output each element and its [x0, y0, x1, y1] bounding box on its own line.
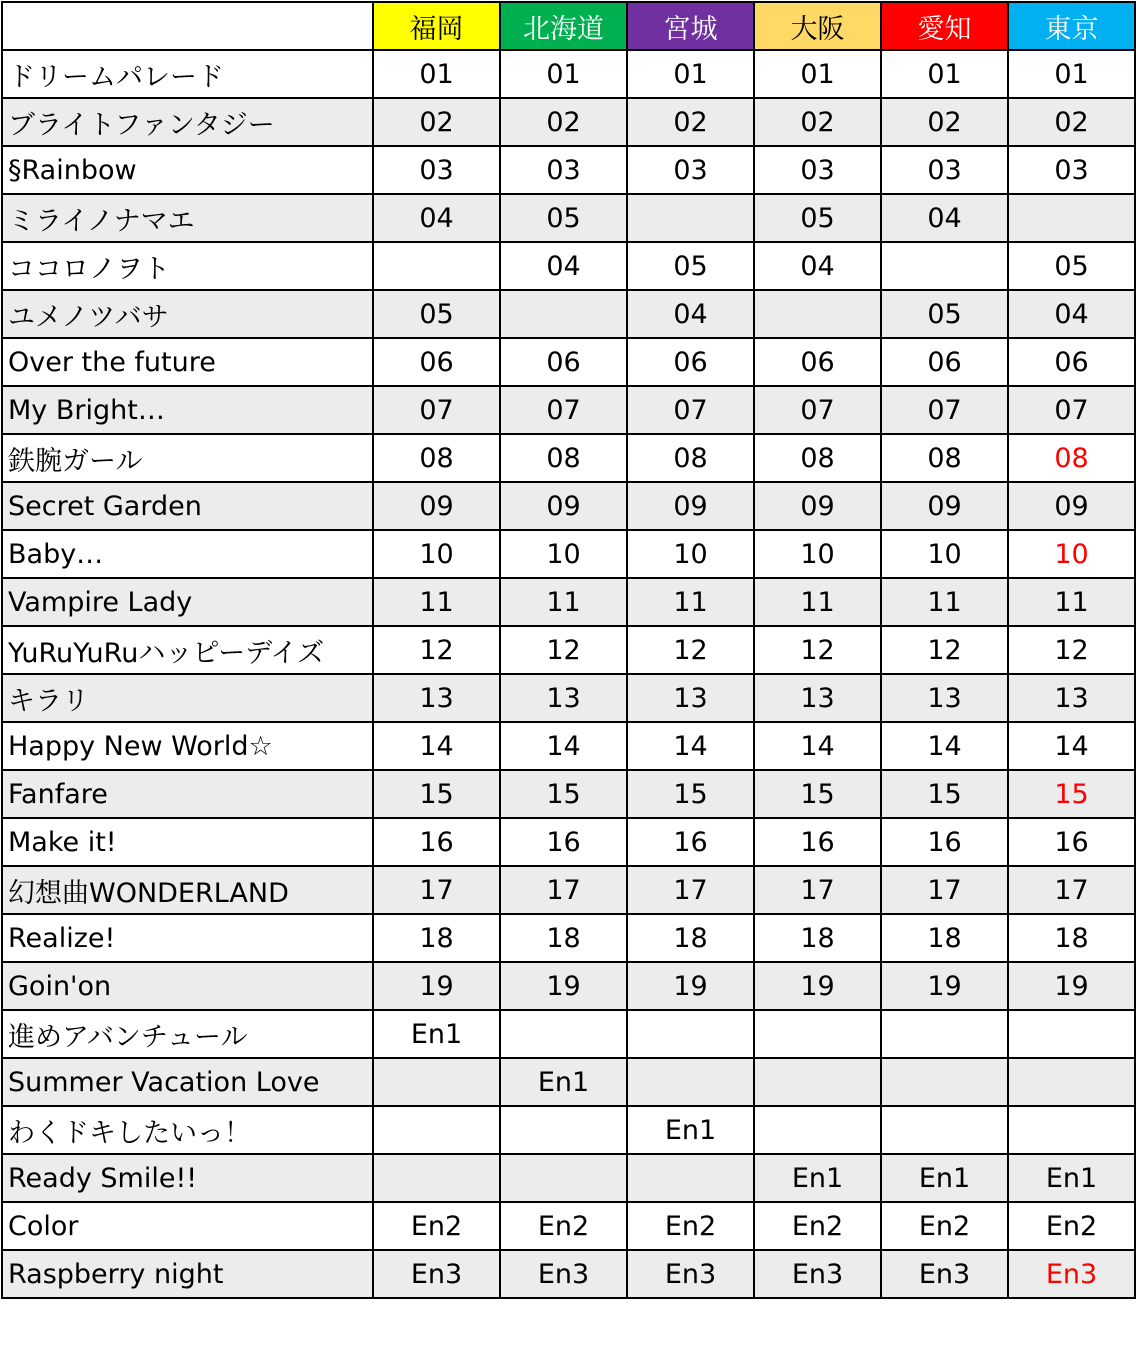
order-cell: 08	[373, 434, 500, 482]
order-cell: 03	[627, 146, 754, 194]
song-title-cell: わくドキしたいっ！	[2, 1106, 373, 1154]
table-row	[2, 1106, 1135, 1154]
order-cell: 17	[500, 866, 627, 914]
table-row	[2, 722, 1135, 770]
order-cell: 05	[373, 290, 500, 338]
order-cell: 03	[500, 146, 627, 194]
order-cell: 18	[754, 914, 881, 962]
order-cell: En1	[373, 1010, 500, 1058]
order-cell: 04	[627, 290, 754, 338]
order-cell: En3	[627, 1250, 754, 1298]
song-title-cell: キラリ	[2, 674, 373, 722]
city-header-miyagi: 宮城	[627, 2, 754, 50]
order-cell: 18	[627, 914, 754, 962]
song-title-cell: YuRuYuRuハッピーデイズ	[2, 626, 373, 674]
order-cell: En2	[881, 1202, 1008, 1250]
table-row	[2, 1058, 1135, 1106]
order-cell	[1008, 194, 1135, 242]
order-cell	[373, 1154, 500, 1202]
order-cell: 06	[627, 338, 754, 386]
song-title-cell: Realize!	[2, 914, 373, 962]
order-cell: 18	[881, 914, 1008, 962]
order-cell: 09	[373, 482, 500, 530]
order-cell	[373, 1106, 500, 1154]
table-row	[2, 914, 1135, 962]
order-cell: 14	[500, 722, 627, 770]
order-cell: 08	[1008, 434, 1135, 482]
table-row	[2, 50, 1135, 98]
order-cell: 10	[1008, 530, 1135, 578]
order-cell: 05	[627, 242, 754, 290]
song-title-cell: ミライノナマエ	[2, 194, 373, 242]
order-cell: 01	[373, 50, 500, 98]
order-cell: 05	[881, 290, 1008, 338]
order-cell: 17	[881, 866, 1008, 914]
song-title-cell: ココロノヲト	[2, 242, 373, 290]
order-cell: En2	[754, 1202, 881, 1250]
order-cell	[754, 1010, 881, 1058]
table-row	[2, 194, 1135, 242]
order-cell: 14	[373, 722, 500, 770]
city-header-tokyo: 東京	[1008, 2, 1135, 50]
order-cell	[881, 242, 1008, 290]
order-cell: 01	[754, 50, 881, 98]
order-cell: 07	[627, 386, 754, 434]
table-row	[2, 866, 1135, 914]
order-cell: 02	[881, 98, 1008, 146]
song-title-cell: §Rainbow	[2, 146, 373, 194]
order-cell: 15	[373, 770, 500, 818]
table-row	[2, 770, 1135, 818]
order-cell: 11	[627, 578, 754, 626]
order-cell: En2	[500, 1202, 627, 1250]
song-title-cell: Color	[2, 1202, 373, 1250]
order-cell	[1008, 1106, 1135, 1154]
song-title-cell: ブライトファンタジー	[2, 98, 373, 146]
order-cell: 09	[1008, 482, 1135, 530]
order-cell	[500, 1010, 627, 1058]
order-cell: 11	[881, 578, 1008, 626]
order-cell: 02	[373, 98, 500, 146]
table-row	[2, 1202, 1135, 1250]
table-row	[2, 962, 1135, 1010]
table-row	[2, 1154, 1135, 1202]
order-cell: 18	[373, 914, 500, 962]
order-cell: 17	[373, 866, 500, 914]
order-cell	[627, 194, 754, 242]
order-cell	[373, 1058, 500, 1106]
order-cell: 06	[881, 338, 1008, 386]
order-cell: 11	[754, 578, 881, 626]
order-cell: 18	[1008, 914, 1135, 962]
order-cell: 19	[754, 962, 881, 1010]
order-cell: 11	[1008, 578, 1135, 626]
order-cell: 01	[500, 50, 627, 98]
order-cell: 14	[881, 722, 1008, 770]
order-cell: 17	[627, 866, 754, 914]
order-cell: 15	[754, 770, 881, 818]
order-cell: 02	[627, 98, 754, 146]
song-title-cell: Raspberry night	[2, 1250, 373, 1298]
table-row	[2, 98, 1135, 146]
order-cell	[500, 290, 627, 338]
order-cell: 08	[500, 434, 627, 482]
order-cell: 13	[373, 674, 500, 722]
order-cell: 04	[881, 194, 1008, 242]
order-cell: En2	[627, 1202, 754, 1250]
order-cell: 05	[1008, 242, 1135, 290]
order-cell: 07	[881, 386, 1008, 434]
order-cell	[627, 1154, 754, 1202]
order-cell: 19	[881, 962, 1008, 1010]
order-cell: 03	[754, 146, 881, 194]
order-cell	[1008, 1010, 1135, 1058]
order-cell: 19	[627, 962, 754, 1010]
song-title-cell: 進めアバンチュール	[2, 1010, 373, 1058]
order-cell: 15	[627, 770, 754, 818]
order-cell	[881, 1010, 1008, 1058]
order-cell: En2	[1008, 1202, 1135, 1250]
order-cell: 01	[627, 50, 754, 98]
order-cell: 13	[627, 674, 754, 722]
table-row	[2, 530, 1135, 578]
song-title-cell: Baby…	[2, 530, 373, 578]
order-cell: 10	[500, 530, 627, 578]
table-row	[2, 1250, 1135, 1298]
song-title-cell: Ready Smile!!	[2, 1154, 373, 1202]
order-cell: 13	[500, 674, 627, 722]
order-cell: En3	[1008, 1250, 1135, 1298]
song-title-cell: Vampire Lady	[2, 578, 373, 626]
order-cell: 12	[754, 626, 881, 674]
order-cell: 02	[500, 98, 627, 146]
order-cell: 17	[1008, 866, 1135, 914]
order-cell: 12	[627, 626, 754, 674]
order-cell: 04	[754, 242, 881, 290]
table-row	[2, 818, 1135, 866]
order-cell: En1	[1008, 1154, 1135, 1202]
order-cell	[881, 1058, 1008, 1106]
order-cell	[754, 1106, 881, 1154]
table-row	[2, 434, 1135, 482]
song-title-cell: Happy New World☆	[2, 722, 373, 770]
order-cell: 03	[1008, 146, 1135, 194]
order-cell	[627, 1010, 754, 1058]
order-cell: 15	[1008, 770, 1135, 818]
city-header-hokkaido: 北海道	[500, 2, 627, 50]
order-cell: 06	[500, 338, 627, 386]
order-cell	[500, 1154, 627, 1202]
song-title-cell: Make it!	[2, 818, 373, 866]
order-cell: 06	[754, 338, 881, 386]
order-cell: 13	[881, 674, 1008, 722]
order-cell: 12	[881, 626, 1008, 674]
order-cell	[500, 1106, 627, 1154]
order-cell: 14	[754, 722, 881, 770]
song-title-cell: 幻想曲WONDERLAND	[2, 866, 373, 914]
order-cell: 19	[373, 962, 500, 1010]
order-cell: 04	[1008, 290, 1135, 338]
order-cell: 09	[881, 482, 1008, 530]
order-cell: 02	[754, 98, 881, 146]
order-cell: 07	[1008, 386, 1135, 434]
song-title-cell: Goin'on	[2, 962, 373, 1010]
order-cell: 17	[754, 866, 881, 914]
setlist-table	[1, 1, 1136, 1299]
corner-cell	[2, 2, 373, 50]
order-cell: En1	[881, 1154, 1008, 1202]
order-cell: 15	[500, 770, 627, 818]
order-cell: 16	[373, 818, 500, 866]
order-cell: 06	[1008, 338, 1135, 386]
order-cell: 09	[500, 482, 627, 530]
order-cell: En2	[373, 1202, 500, 1250]
table-row	[2, 242, 1135, 290]
table-row	[2, 386, 1135, 434]
order-cell: 13	[754, 674, 881, 722]
order-cell: 10	[627, 530, 754, 578]
order-cell: 09	[754, 482, 881, 530]
order-cell: En3	[373, 1250, 500, 1298]
order-cell: 19	[1008, 962, 1135, 1010]
order-cell: En1	[500, 1058, 627, 1106]
order-cell: 08	[881, 434, 1008, 482]
song-title-cell: 鉄腕ガール	[2, 434, 373, 482]
order-cell: 16	[881, 818, 1008, 866]
order-cell: 16	[754, 818, 881, 866]
order-cell: 16	[1008, 818, 1135, 866]
order-cell: En1	[627, 1106, 754, 1154]
order-cell	[1008, 1058, 1135, 1106]
table-row	[2, 146, 1135, 194]
header-row	[2, 2, 1135, 50]
table-row	[2, 1010, 1135, 1058]
order-cell: 19	[500, 962, 627, 1010]
order-cell: 07	[500, 386, 627, 434]
order-cell: 14	[627, 722, 754, 770]
song-title-cell: Secret Garden	[2, 482, 373, 530]
table-row	[2, 578, 1135, 626]
order-cell: En3	[881, 1250, 1008, 1298]
order-cell: 13	[1008, 674, 1135, 722]
order-cell: 02	[1008, 98, 1135, 146]
order-cell: 16	[627, 818, 754, 866]
order-cell: En3	[500, 1250, 627, 1298]
order-cell: 07	[754, 386, 881, 434]
order-cell	[754, 1058, 881, 1106]
order-cell: 08	[627, 434, 754, 482]
order-cell: 18	[500, 914, 627, 962]
order-cell: 01	[881, 50, 1008, 98]
order-cell	[881, 1106, 1008, 1154]
order-cell	[627, 1058, 754, 1106]
order-cell: 10	[881, 530, 1008, 578]
order-cell: 05	[754, 194, 881, 242]
order-cell: 10	[373, 530, 500, 578]
order-cell: 12	[373, 626, 500, 674]
order-cell: 10	[754, 530, 881, 578]
order-cell: 07	[373, 386, 500, 434]
song-title-cell: Fanfare	[2, 770, 373, 818]
city-header-fukuoka: 福岡	[373, 2, 500, 50]
order-cell: 05	[500, 194, 627, 242]
order-cell: 06	[373, 338, 500, 386]
order-cell: 16	[500, 818, 627, 866]
order-cell	[373, 242, 500, 290]
city-header-osaka: 大阪	[754, 2, 881, 50]
order-cell: En1	[754, 1154, 881, 1202]
table-row	[2, 626, 1135, 674]
order-cell: 04	[500, 242, 627, 290]
city-header-aichi: 愛知	[881, 2, 1008, 50]
song-title-cell: ドリームパレード	[2, 50, 373, 98]
order-cell: 14	[1008, 722, 1135, 770]
song-title-cell: Over the future	[2, 338, 373, 386]
order-cell: En3	[754, 1250, 881, 1298]
order-cell: 09	[627, 482, 754, 530]
song-title-cell: Summer Vacation Love	[2, 1058, 373, 1106]
song-title-cell: My Bright…	[2, 386, 373, 434]
table-row	[2, 338, 1135, 386]
order-cell: 01	[1008, 50, 1135, 98]
order-cell: 11	[373, 578, 500, 626]
song-title-cell: ユメノツバサ	[2, 290, 373, 338]
setlist-body	[2, 50, 1135, 1298]
order-cell: 12	[1008, 626, 1135, 674]
order-cell: 03	[881, 146, 1008, 194]
order-cell	[754, 290, 881, 338]
table-row	[2, 290, 1135, 338]
order-cell: 04	[373, 194, 500, 242]
order-cell: 11	[500, 578, 627, 626]
order-cell: 03	[373, 146, 500, 194]
order-cell: 15	[881, 770, 1008, 818]
table-row	[2, 482, 1135, 530]
table-row	[2, 674, 1135, 722]
order-cell: 12	[500, 626, 627, 674]
order-cell: 08	[754, 434, 881, 482]
